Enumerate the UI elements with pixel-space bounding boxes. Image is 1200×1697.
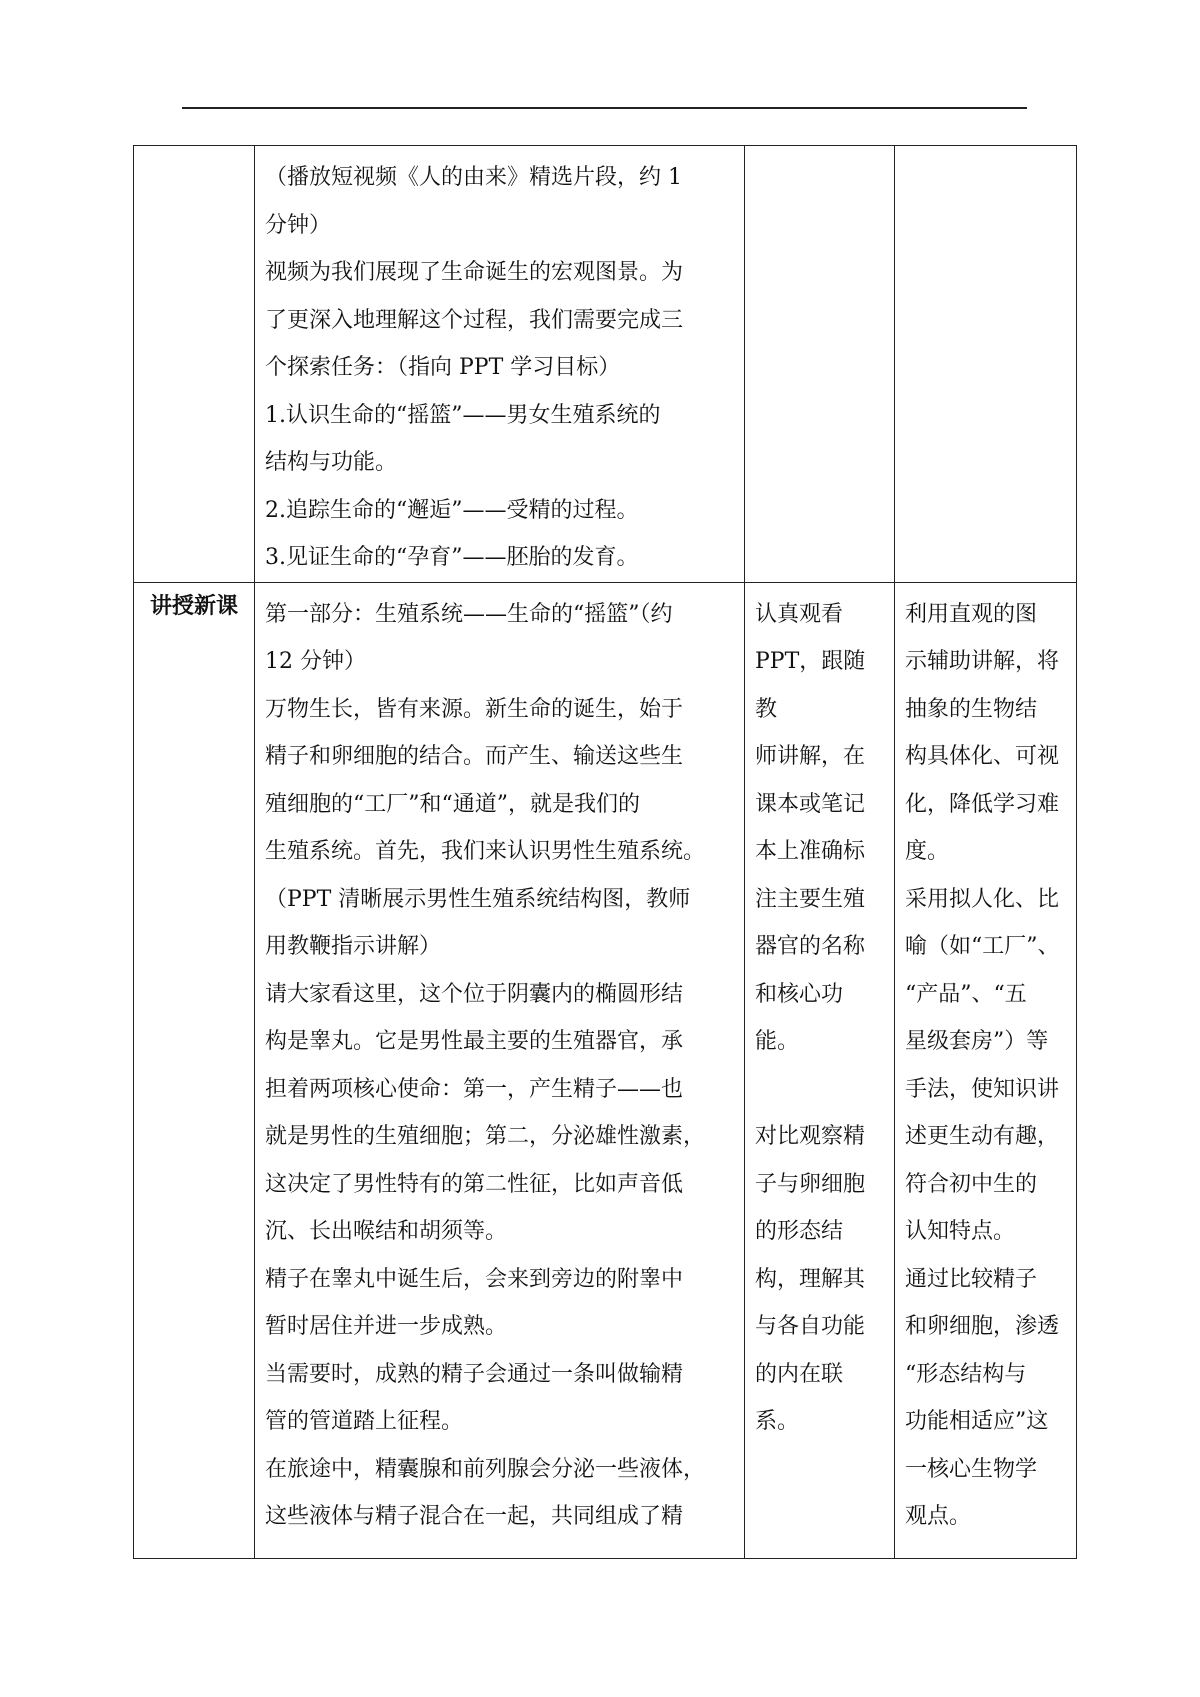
- text-line: 当需要时，成熟的精子会通过一条叫做输精: [265, 1361, 684, 1387]
- text-line: 系。: [755, 1409, 800, 1434]
- text-line: 这些液体与精子混合在一起，共同组成了精: [265, 1504, 684, 1529]
- text-line: 3.见证生命的“孕育”——胚胎的发育。: [265, 545, 639, 570]
- text-line: 构是睾丸。它是男性最主要的生殖器官，承: [265, 1029, 684, 1054]
- label-cell-empty: [134, 146, 255, 583]
- text-line: 殖细胞的“工厂”和“通道”，就是我们的: [265, 791, 640, 817]
- text-line: 手法，使知识讲: [905, 1076, 1060, 1102]
- text-line: 与各自功能: [755, 1314, 866, 1339]
- text-line: 第一部分：生殖系统——生命的“摇篮”（约: [265, 601, 673, 627]
- design-intent-text: [895, 583, 1076, 1541]
- text-line: 这决定了男性特有的第二性征，比如声音低: [265, 1171, 684, 1197]
- text-line: 生殖系统。首先，我们来认识男性生殖系统。: [265, 839, 706, 864]
- text-line: 万物生长，皆有来源。新生命的诞生，始于: [265, 696, 684, 722]
- student-activity-cell: [745, 582, 895, 1558]
- text-line: 精子和卵细胞的结合。而产生、输送这些生: [265, 744, 684, 769]
- design-intent-cell: [895, 582, 1077, 1558]
- header-rule: [182, 107, 1027, 109]
- text-line: PPT，跟随教: [755, 649, 866, 722]
- text-line: 认知特点。: [905, 1219, 1016, 1244]
- text-line: 本上准确标: [755, 839, 866, 864]
- text-line: 担着两项核心使命：第一，产生精子——也: [265, 1076, 684, 1102]
- text-line: 课本或笔记: [755, 791, 866, 817]
- text-line: （播放短视频《人的由来》精选片段，约 1: [265, 165, 682, 190]
- text-line: “形态结构与: [905, 1361, 1027, 1387]
- text-line: 在旅途中，精囊腺和前列腺会分泌一些液体，: [265, 1456, 706, 1482]
- text-line: “产品”、“五: [905, 981, 1027, 1007]
- text-line: 通过比较精子: [905, 1266, 1038, 1292]
- text-line: 和卵细胞，渗透: [905, 1314, 1060, 1339]
- text-line: 喻（如“工厂”、: [905, 934, 1060, 959]
- text-line: 能。: [755, 1029, 800, 1054]
- student-activity-block-2: [755, 1113, 884, 1446]
- text-line: 视频为我们展现了生命诞生的宏观图景。为: [265, 260, 684, 285]
- teacher-activity-text: [255, 583, 744, 1541]
- text-line: 2.追踪生命的“邂逅”——受精的过程。: [265, 497, 639, 523]
- text-line: 暂时居住并进一步成熟。: [265, 1314, 508, 1339]
- text-line: 认真观看: [755, 601, 844, 627]
- text-line: 结构与功能。: [265, 450, 398, 475]
- text-line: 个探索任务：（指向 PPT 学习目标）: [265, 355, 621, 380]
- text-line: 子与卵细胞: [755, 1171, 866, 1197]
- text-line: 了更深入地理解这个过程，我们需要完成三: [265, 307, 684, 333]
- text-line: 器官的名称: [755, 934, 866, 959]
- text-line: 构，理解其: [755, 1266, 866, 1292]
- text-line: 星级套房”）等: [905, 1029, 1049, 1054]
- text-line: 的形态结: [755, 1219, 844, 1244]
- text-line: 请大家看这里，这个位于阴囊内的椭圆形结: [265, 981, 684, 1007]
- text-line: 用教鞭指示讲解）: [265, 934, 442, 959]
- student-activity-cell: [745, 146, 895, 583]
- text-line: 述更生动有趣，: [905, 1124, 1060, 1149]
- text-line: 和核心功: [755, 981, 844, 1007]
- design-intent-cell: [895, 146, 1077, 583]
- text-line: （PPT 清晰展示男性生殖系统结构图，教师: [265, 886, 691, 912]
- student-activity-text: [745, 583, 894, 1446]
- text-line: 分钟）: [265, 212, 332, 238]
- text-line: 利用直观的图: [905, 601, 1038, 627]
- text-line: 一核心生物学: [905, 1456, 1038, 1482]
- text-line: 观点。: [905, 1504, 972, 1529]
- teacher-activity-cell: [255, 146, 745, 583]
- text-line: 12 分钟）: [265, 649, 366, 674]
- text-line: 化，降低学习难: [905, 791, 1060, 817]
- text-line: 构具体化、可视: [905, 744, 1060, 769]
- table-row-intro: [134, 146, 1077, 583]
- lesson-plan-table: [133, 145, 1077, 1559]
- text-line: 师讲解，在: [755, 744, 866, 769]
- text-line: 管的管道踏上征程。: [265, 1409, 464, 1434]
- text-line: 抽象的生物结: [905, 696, 1038, 722]
- teacher-activity-cell: [255, 582, 745, 1558]
- text-line: 1.认识生命的“摇篮”——男女生殖系统的: [265, 402, 661, 428]
- text-line: 功能相适应”这: [905, 1409, 1049, 1434]
- text-line: 精子在睾丸中诞生后，会来到旁边的附睾中: [265, 1266, 684, 1292]
- text-line: 符合初中生的: [905, 1171, 1038, 1197]
- text-line: 度。: [905, 839, 950, 864]
- text-line: 就是男性的生殖细胞；第二，分泌雄性激素，: [265, 1124, 706, 1149]
- text-line: 注主要生殖: [755, 886, 866, 912]
- section-label: 讲授新课: [134, 582, 255, 1558]
- student-activity-block-1: [755, 591, 884, 1066]
- text-line: 示辅助讲解，将: [905, 649, 1060, 674]
- text-line: 对比观察精: [755, 1124, 866, 1149]
- table-row-new-lesson: [134, 582, 1077, 1558]
- text-line: 的内在联: [755, 1361, 844, 1387]
- teacher-activity-text: [255, 146, 744, 582]
- text-line: 采用拟人化、比: [905, 886, 1060, 912]
- text-line: 沉、长出喉结和胡须等。: [265, 1219, 508, 1244]
